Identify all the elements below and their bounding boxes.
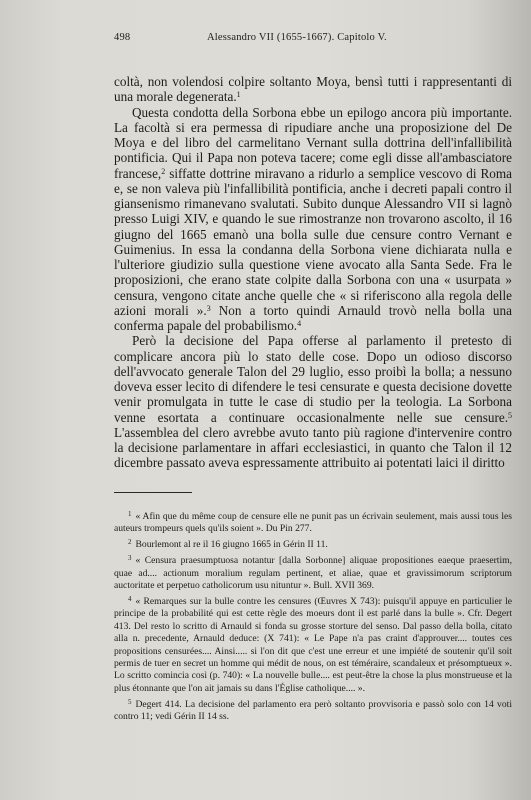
footnote-2	[114, 536, 512, 551]
main-text	[114, 74, 512, 471]
paragraph-2-text-c: Non a torto quindi Arnauld trovò nella bolla una conferma papale del probabilismo.	[114, 302, 512, 333]
paragraph-2-text-a: Questa condotta della Sorbona ebbe un epilogo ancora più importante. La facoltà si era permessa di ripudiare anche una proposizione del De Moya e del libro del carmelitano Vernant sulla dottrina dell'infallibilità pontificia. Qui il Papa non poteva tacere; come egli disse all'ambasciatore francese,	[114, 104, 512, 181]
paragraph-2-text-b: siffatte dottrine miravano a ridurlo a semplice vescovo di Roma e, se non valeva più l'infallibilità pontificia, anche i decreti papali contro il giansenismo rimanevano svalutati. Subito dunque Alessandro VII si lagnò presso Luigi XIV, e quando le sue rimostranze non trovarono ascolto, il 16 giugno del 1665 emanò una bolla sulle due censure contro Vernant e Guimenius. In essa la condanna della Sorbona viene dichiarata nulla e l'ulteriore giudizio sulla questione viene avocato alla Santa Sede. Fra le proposizioni, che erano state colpite dalla Sorbona con una « usurpata » censura, vengono citate anche quelle che « si riferiscono alla regola delle azioni morali ».	[114, 165, 512, 318]
footnote-text-1: « Afin que du même coup de censure elle ne punit pas un écrivain seulement, mais aussi tous les auteurs trompeurs quels qu'ils soient ». Du Pin 277.	[114, 511, 512, 535]
footnote-text-3: « Censura praesumptuosa notantur [dalla Sorbonne] aliquae propositiones eaeque praesertim, quae ad.... actionum moralium regulam pertinent, et aliae, quae et gravissimorum scriptorum auctoritate et perpetuo catholicorum usu nituntur ». Bull. XVII 369.	[114, 555, 512, 592]
footnote-text-4: « Remarques sur la bulle contre les censures (Œuvres X 743): puisqu'il appuye en particulier le principe de la probabilité qui est cette règle des moeurs dont il est parlé dans la bulle ». Cfr. Degert 413. Del resto lo scritto di Arnauld si fonda su grosse storture del senso. Dal passo della bolla, citato alla n. precedente, Arnauld deduce: (X 741): « Le Pape n'a pas craint d'approuver.... toutes ces propositions censurées.... Ainsi..... si l'on dit que c'est une erreur et une impiété de soutenir qu'il soit permis de tuer en secret un homme qui médit de nous, on est téméraire, scandaleux et présomptueux ». Lo scritto comincia così (p. 740): « La nouvelle bulle.... est peut-être la chose la plus monstrueuse et la plus étonnante que l'on ait jamais su dans l'Église catholique.... ».	[114, 595, 512, 694]
footnote-ref-4[interactable]: 4	[297, 319, 302, 328]
footnote-number-4: 4	[128, 594, 132, 603]
paragraph-3	[114, 333, 512, 470]
footnote-ref-2[interactable]: 2	[161, 166, 166, 176]
page-number: 498	[114, 32, 131, 43]
footnote-number-3: 3	[128, 554, 132, 563]
paragraph-3-text-a: Però la decisione del Papa offerse al parlamento il pretesto di complicare ancora più lo stato delle cose. Dopo un odioso discorso dell'avvocato generale Talon del 29 luglio, esso proibì la bolla; a nessuno doveva esser lecito di difendere le tesi censurate e questa decisione dovette venir promulgata in tutte le case di studio per la teologia. La Sorbona venne esortata a continuare occasionalmente nelle sue censure.	[114, 333, 512, 425]
paragraph-1-text: coltà, non volendosi colpire soltanto Moya, bensì tutti i rappresentanti di una morale degenerata.	[114, 74, 512, 105]
running-head: Alessandro VII (1655-1667). Capitolo V.	[207, 32, 387, 43]
paragraph-3-text-b: L'assemblea del clero avrebbe avuto tanto più ragione d'intervenire contro la decisione parlamentare in affari ecclesiastici, in quanto che Talon il 12 dicembre passato aveva espressamente attribuito ai potentati laici il diritto	[114, 424, 512, 471]
footnote-ref-5[interactable]: 5	[508, 410, 512, 420]
footnote-4	[114, 593, 512, 695]
paragraph-2	[114, 105, 512, 334]
footnote-text-2: Bourlemont al re il 16 giugno 1665 in Gérin II 11.	[135, 539, 328, 551]
footnote-5	[114, 696, 512, 724]
footnote-text-5: Degert 414. La decisione del parlamento era però soltanto provvisoria e passò solo con 14 voti contro 11; vedi Gérin II 14 ss.	[114, 698, 512, 723]
footnote-number-2: 2	[128, 538, 132, 547]
footnote-ref-1[interactable]: 1	[236, 90, 241, 100]
footnotes	[114, 508, 512, 724]
footnote-3	[114, 552, 512, 592]
footnote-number-1: 1	[128, 510, 132, 518]
footnote-divider	[114, 492, 192, 493]
paragraph-1	[114, 74, 512, 105]
footnote-number-5: 5	[128, 697, 132, 706]
footnote-ref-3[interactable]: 3	[206, 303, 211, 313]
footnote-1	[114, 508, 512, 536]
